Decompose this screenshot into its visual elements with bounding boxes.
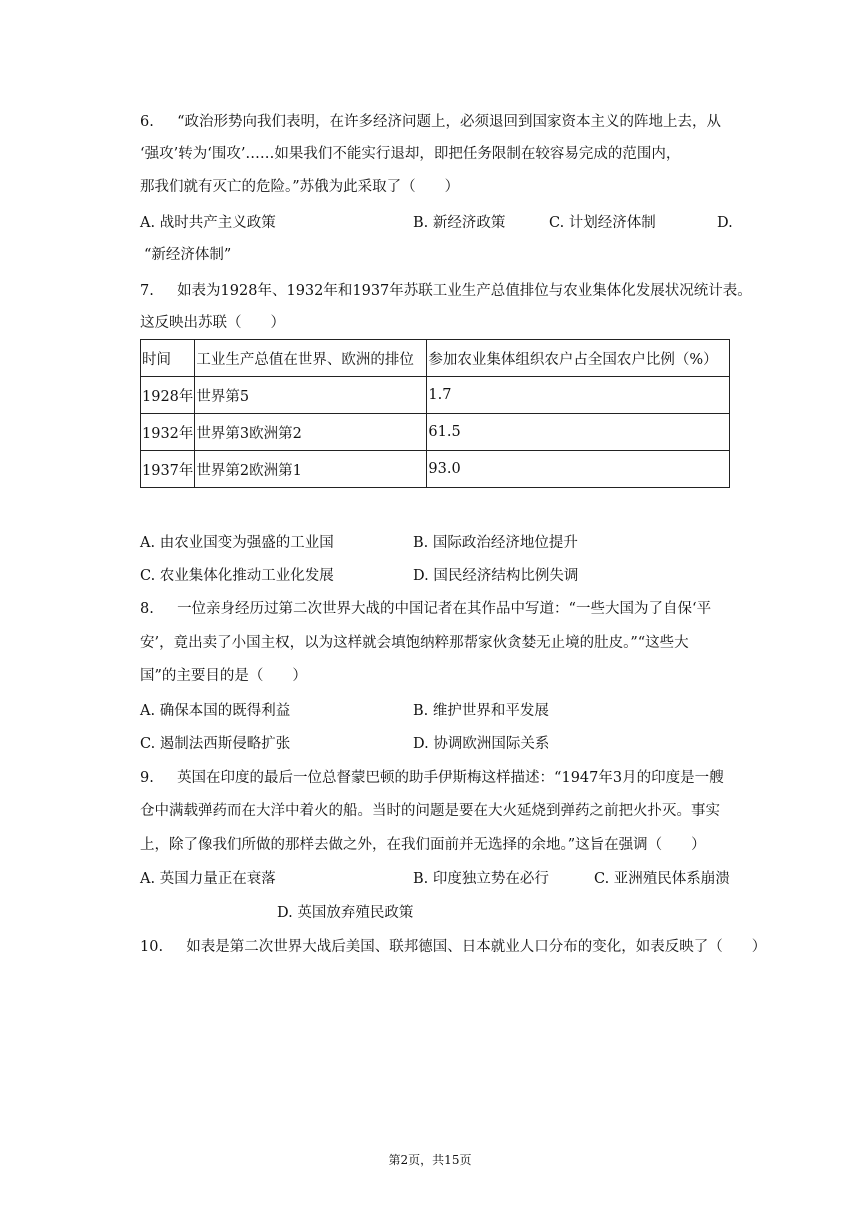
option-text: 农业集体化推动工业化发展 xyxy=(159,568,334,584)
option-letter: B. xyxy=(413,703,429,719)
option-b[interactable] xyxy=(413,213,505,233)
option-c[interactable] xyxy=(140,566,334,586)
question-8-line-3: 国”的主要目的是（ ） xyxy=(140,668,307,684)
question-8-line-1 xyxy=(140,599,711,619)
question-number: 9. xyxy=(140,770,154,786)
table-cell: 世界第2欧洲第1 xyxy=(195,451,427,488)
page-footer: 第2页，共15页 xyxy=(388,1153,472,1167)
option-letter: D. xyxy=(413,568,429,584)
option-letter: D. xyxy=(277,905,293,921)
option-letter: A. xyxy=(140,871,156,887)
table-cell: 1.7 xyxy=(427,377,730,414)
option-text: 国际政治经济地位提升 xyxy=(432,535,578,551)
question-6-line-2: ‘强攻’转为‘围攻’……如果我们不能实行退却，即把任务限制在较容易完成的范围内， xyxy=(140,146,681,162)
table-header-row xyxy=(141,340,730,377)
option-d[interactable] xyxy=(277,903,413,923)
table-cell: 61.5 xyxy=(427,414,730,451)
option-letter: A. xyxy=(140,703,156,719)
option-b[interactable] xyxy=(413,869,549,889)
question-text: 英国在印度的最后一位总督蒙巴顿的助手伊斯梅这样描述：“1947年3月的印度是一艘 xyxy=(177,770,724,786)
option-text: 印度独立势在必行 xyxy=(432,871,549,887)
option-b[interactable] xyxy=(413,533,578,553)
option-letter: C. xyxy=(549,215,565,231)
question-7-line-2: 这反映出苏联（ ） xyxy=(140,315,285,331)
table-header-cell: 工业生产总值在世界、欧洲的排位 xyxy=(195,340,427,377)
option-text: 新经济政策 xyxy=(432,215,506,231)
table-cell: 1928年 xyxy=(141,377,195,414)
option-c[interactable] xyxy=(594,869,730,889)
option-letter: D. xyxy=(717,215,733,231)
option-letter: C. xyxy=(594,871,610,887)
option-c[interactable] xyxy=(140,734,290,754)
option-a[interactable] xyxy=(140,533,334,553)
option-text: 英国放弃殖民政策 xyxy=(297,905,414,921)
option-text: 确保本国的既得利益 xyxy=(159,703,291,719)
option-text: 遏制法西斯侵略扩张 xyxy=(159,736,291,752)
question-6-line-3: 那我们就有灭亡的危险。”苏俄为此采取了（ ） xyxy=(140,179,460,195)
option-letter: D. xyxy=(413,736,429,752)
option-a[interactable] xyxy=(140,701,290,721)
table-row xyxy=(141,414,730,451)
question-number: 10. xyxy=(140,939,164,955)
option-d[interactable] xyxy=(413,734,549,754)
option-letter: B. xyxy=(413,535,429,551)
question-text: “政治形势向我们表明，在许多经济问题上，必须退回到国家资本主义的阵地上去，从 xyxy=(177,114,721,130)
option-text: 亚洲殖民体系崩溃 xyxy=(613,871,730,887)
option-text: 计划经济体制 xyxy=(568,215,656,231)
option-b[interactable] xyxy=(413,701,549,721)
option-d[interactable] xyxy=(717,213,733,233)
question-9-line-3: 上，除了像我们所做的那样去做之外，在我们面前并无选择的余地。”这旨在强调（ ） xyxy=(140,837,706,853)
question-6-line-1 xyxy=(140,112,721,132)
option-letter: C. xyxy=(140,736,156,752)
table-row xyxy=(141,377,730,414)
question-number: 7. xyxy=(140,283,154,299)
option-letter: A. xyxy=(140,215,156,231)
table-cell: 世界第5 xyxy=(195,377,427,414)
table-row xyxy=(141,451,730,488)
question-8-line-2: 安’，竟出卖了小国主权，以为这样就会填饱纳粹那帮家伙贪婪无止境的肚皮。”“这些大 xyxy=(140,635,689,651)
question-text: 如表是第二次世界大战后美国、联邦德国、日本就业人口分布的变化，如表反映了（ ） xyxy=(186,939,767,955)
table-cell: 1937年 xyxy=(141,451,195,488)
table-cell: 1932年 xyxy=(141,414,195,451)
question-9-line-1 xyxy=(140,768,724,788)
table-cell: 93.0 xyxy=(427,451,730,488)
option-d[interactable] xyxy=(413,566,578,586)
question-10-line-1 xyxy=(140,937,766,957)
table-header-cell: 时间 xyxy=(141,340,195,377)
question-9-line-2: 仓中满载弹药而在大洋中着火的船。当时的问题是要在大火延烧到弹药之前把火扑灭。事实 xyxy=(140,803,720,819)
question-number: 6. xyxy=(140,114,154,130)
option-a[interactable] xyxy=(140,869,276,889)
option-letter: B. xyxy=(413,215,429,231)
option-letter: A. xyxy=(140,535,156,551)
option-text: 维护世界和平发展 xyxy=(432,703,549,719)
option-letter: B. xyxy=(413,871,429,887)
option-c[interactable] xyxy=(549,213,656,233)
question-number: 8. xyxy=(140,601,154,617)
option-text: 战时共产主义政策 xyxy=(159,215,276,231)
option-text: 国民经济结构比例失调 xyxy=(433,568,579,584)
question-7-line-1 xyxy=(140,281,752,301)
option-letter: C. xyxy=(140,568,156,584)
table-header-cell: 参加农业集体组织农户占全国农户比例（%） xyxy=(427,340,730,377)
data-table xyxy=(140,339,730,488)
option-d-text[interactable]: “新经济体制” xyxy=(144,247,232,263)
option-text: 英国力量正在衰落 xyxy=(159,871,276,887)
option-a[interactable] xyxy=(140,213,276,233)
question-text: 如表为1928年、1932年和1937年苏联工业生产总值排位与农业集体化发展状况统计表。 xyxy=(177,283,752,299)
table-cell: 世界第3欧洲第2 xyxy=(195,414,427,451)
question-text: 一位亲身经历过第二次世界大战的中国记者在其作品中写道：“一些大国为了自保‘平 xyxy=(177,601,712,617)
option-text: 由农业国变为强盛的工业国 xyxy=(159,535,334,551)
option-text: 协调欧洲国际关系 xyxy=(433,736,550,752)
